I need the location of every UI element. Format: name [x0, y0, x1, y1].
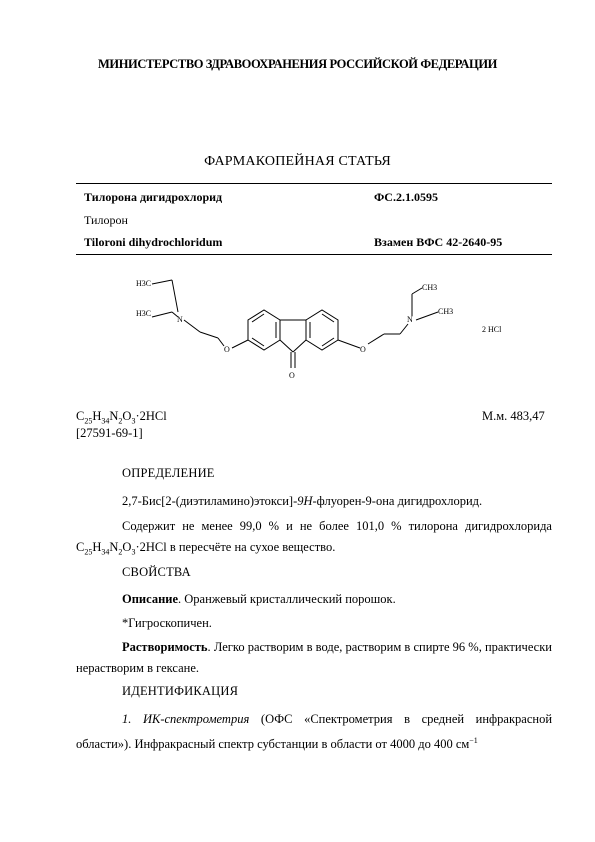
solubility-body: . Легко растворим в воде, растворим в спирте 96 %, практически нерастворим в гексане. — [76, 640, 552, 675]
ir-text — [76, 709, 552, 755]
description-line — [76, 589, 595, 610]
formula-h-count: 34 — [101, 416, 110, 426]
oxygen-right: O — [360, 345, 366, 354]
ir-label: ИК-спектрометрия — [143, 712, 250, 726]
name-latin: Tiloroni dihydrochloridum — [84, 235, 223, 249]
nitrogen-right: N — [407, 315, 413, 324]
cas-number: [27591-69-1] — [76, 426, 143, 440]
methyl-label-a: H3C — [136, 279, 152, 288]
content-n: N — [109, 540, 119, 554]
content-suffix: ·2HCl — [135, 540, 167, 554]
chemical-structure — [122, 272, 522, 392]
salt-label: 2 HCl — [482, 325, 502, 334]
definition-text — [76, 491, 552, 512]
ministry-heading: МИНИСТЕРСТВО ЗДРАВООХРАНЕНИЯ РОССИЙСКОЙ ФЕДЕРАЦИИ — [98, 57, 497, 71]
replaces-code: Взамен ВФС 42-2640-95 — [374, 235, 503, 249]
formula-c: C — [76, 409, 85, 423]
molecular-weight: М.м. 483,47 — [482, 409, 545, 423]
content-n-count: 2 — [118, 547, 123, 557]
description-label: Описание — [122, 592, 179, 606]
formula-o-count: 3 — [131, 416, 136, 426]
section-definition: ОПРЕДЕЛЕНИЕ — [122, 466, 215, 480]
section-properties: СВОЙСТВА — [122, 565, 191, 579]
formula-n-count: 2 — [118, 416, 123, 426]
solubility-label: Растворимость — [122, 640, 208, 654]
content-o-count: 3 — [131, 547, 136, 557]
content-h: H — [92, 540, 102, 554]
formula-suffix: ·2HCl — [135, 409, 167, 423]
content-c-count: 25 — [84, 547, 93, 557]
nitrogen-left: N — [177, 315, 183, 324]
oxygen-left: O — [224, 345, 230, 354]
article-code: ФС.2.1.0595 — [374, 190, 438, 204]
definition-part-3: -флуорен-9-она дигидрохлорид. — [312, 494, 483, 508]
article-type-title: ФАРМАКОПЕЙНАЯ СТАТЬЯ — [204, 154, 391, 169]
ir-superscript: −1 — [469, 736, 478, 745]
definition-part-1: 2,7-Бис[2-(диэтиламино)этокси]- — [122, 494, 298, 508]
structure-bonds — [152, 280, 438, 368]
methyl-label-d: CH3 — [438, 307, 454, 316]
section-identification: ИДЕНТИФИКАЦИЯ — [122, 684, 239, 698]
top-rule — [76, 183, 552, 184]
solubility-text — [76, 637, 552, 679]
ir-body: (ОФС «Спектрометрия в средней инфракрасной области»). Инфракрасный спектр субстанции в области от 4000 до 400 см — [76, 712, 553, 752]
formula-n: N — [109, 409, 119, 423]
oxygen-ketone: O — [289, 371, 295, 380]
name-alt: Тилорон — [84, 213, 128, 227]
name-ru: Тилорона дигидрохлорид — [84, 190, 223, 204]
formula-o: O — [122, 409, 132, 423]
bottom-rule — [76, 254, 552, 255]
content-h-count: 34 — [101, 547, 110, 557]
content-o: O — [122, 540, 132, 554]
description-text: . Оранжевый кристаллический порошок. — [178, 592, 396, 606]
formula-c-count: 25 — [84, 416, 93, 426]
content-part-2: в пересчёте на сухое вещество. — [166, 540, 336, 554]
definition-part-2: 9H — [297, 494, 313, 508]
formula-h: H — [92, 409, 102, 423]
hygroscopic-line: *Гигроскопичен. — [122, 616, 212, 630]
methyl-label-b: H3C — [136, 309, 152, 318]
content-text — [76, 516, 552, 563]
methyl-label-c: CH3 — [422, 283, 438, 292]
content-part-1: Содержит не менее 99,0 % и не более 101,0 % тилорона дигидрохлорида C — [76, 519, 552, 554]
ir-number: 1. — [122, 712, 132, 726]
molecular-formula — [76, 409, 167, 426]
